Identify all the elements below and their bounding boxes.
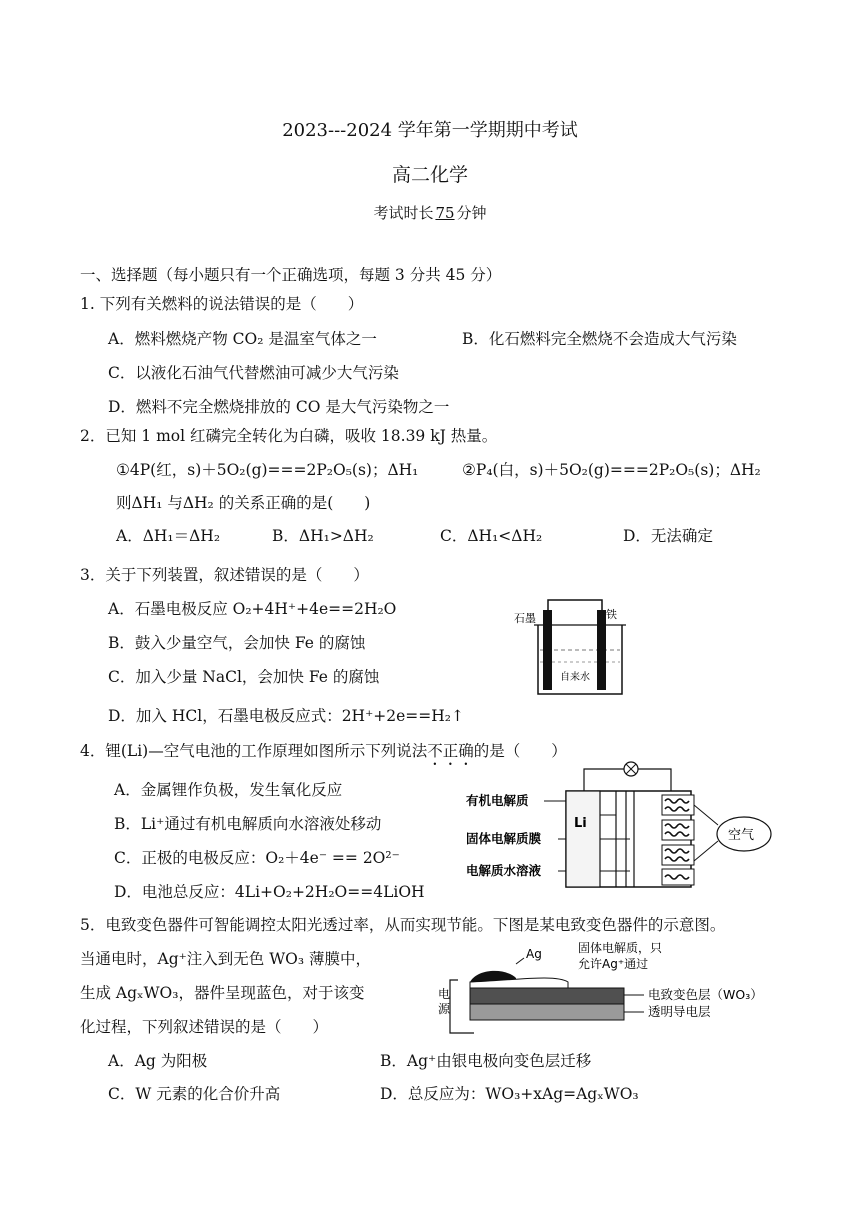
q2-option-c: C．ΔH₁<ΔH₂	[440, 527, 543, 545]
connecting-wire	[548, 600, 602, 610]
air-line-2	[694, 841, 718, 861]
lithium-label: Li	[574, 816, 587, 831]
q1-option-c: C．以液化石油气代替燃油可减少大气污染	[108, 364, 399, 382]
q3-apparatus-figure	[510, 580, 640, 700]
q5-device-figure	[436, 938, 796, 1038]
q5-stem: 5．电致变色器件可智能调控太阳光透过率，从而实现节能。下图是某电致变色器件的示意图。	[80, 916, 726, 934]
q4-battery-figure	[466, 765, 796, 893]
q1-option-a: A．燃料燃烧产物 CO₂ 是温室气体之一	[108, 330, 377, 348]
q5-option-c: C．W 元素的化合价升高	[108, 1085, 281, 1103]
q1-option-d: D．燃料不完全燃烧排放的 CO 是大气污染物之一	[108, 398, 450, 416]
electrochromic-layer	[470, 988, 624, 1004]
power-label-2: 源	[438, 1002, 451, 1016]
q5-option-b: B．Ag⁺由银电极向变色层迁移	[380, 1052, 592, 1070]
external-wire-right	[638, 769, 671, 791]
external-wire-left	[584, 769, 624, 791]
lithium-electrode	[566, 791, 600, 887]
cathode-block-1	[662, 795, 694, 815]
q5-option-a: A．Ag 为阳极	[108, 1052, 208, 1070]
q2-option-a: A．ΔH₁＝ΔH₂	[116, 527, 221, 545]
solid-membrane-label: 固体电解质膜	[466, 831, 542, 846]
q5-line-2: 当通电时，Ag⁺注入到无色 WO₃ 薄膜中，	[80, 950, 372, 968]
duration-suffix: 分钟	[456, 204, 487, 222]
exam-duration	[0, 202, 860, 223]
q2-option-b: B．ΔH₁>ΔH₂	[272, 527, 374, 545]
air-label: 空气	[728, 828, 755, 843]
q5-line-4: 化过程，下列叙述错误的是（ ）	[80, 1018, 329, 1036]
q3-stem: 3．关于下列装置，叙述错误的是（ ）	[80, 566, 369, 584]
air-line-1	[694, 805, 718, 825]
q2-relation: 则ΔH₁ 与ΔH₂ 的关系正确的是( )	[116, 494, 371, 512]
q4-stem-after: 的是（ ）	[473, 742, 567, 760]
q4-stem-emphasis: 不正确	[427, 742, 474, 760]
q5-line-3: 生成 AgₓWO₃，器件呈现蓝色，对于该变	[80, 984, 365, 1002]
graphite-electrode	[543, 610, 552, 690]
q3-option-a: A．石墨电极反应 O₂+4H⁺+4e==2H₂O	[108, 600, 397, 618]
q4-option-c: C．正极的电极反应：O₂＋4e⁻ == 2O²⁻	[114, 849, 400, 867]
graphite-label: 石墨	[514, 612, 536, 625]
conductive-layer-label: 透明导电层	[648, 1004, 711, 1019]
ag-label: Ag	[526, 947, 542, 961]
subject-title: 高二化学	[391, 164, 468, 186]
solid-electrolyte-label-1: 固体电解质，只	[578, 941, 663, 955]
q2-equation-1: ①4P(红，s)＋5O₂(g)===2P₂O₅(s)；ΔH₁	[116, 461, 419, 479]
q4-option-a: A．金属锂作负极，发生氧化反应	[114, 781, 343, 799]
q3-option-c: C．加入少量 NaCl，会加快 Fe 的腐蚀	[108, 668, 380, 686]
q1-stem: 1. 下列有关燃料的说法错误的是（ ）	[80, 295, 364, 313]
organic-electrolyte-label: 有机电解质	[466, 793, 529, 808]
q4-option-b: B．Li⁺通过有机电解质向水溶液处移动	[114, 815, 382, 833]
iron-electrode	[597, 610, 606, 690]
q4-stem-before: 4．锂(Li)—空气电池的工作原理如图所示下列说法	[80, 742, 428, 760]
iron-label: 铁	[606, 608, 617, 621]
q3-option-b: B．鼓入少量空气，会加快 Fe 的腐蚀	[108, 634, 366, 652]
q2-option-d: D．无法确定	[623, 527, 713, 545]
solid-electrolyte-label-2: 允许Ag⁺通过	[578, 957, 649, 971]
section-heading: 一、选择题（每小题只有一个正确选项，每题 3 分共 45 分）	[80, 266, 502, 284]
ag-leader	[516, 958, 524, 964]
aqueous-electrolyte-label: 电解质水溶液	[466, 863, 542, 878]
transparent-conductive-layer	[470, 1004, 624, 1020]
q5-option-d: D．总反应为：WO₃+xAg=AgₓWO₃	[380, 1085, 639, 1103]
cathode-block-2	[662, 820, 694, 840]
exam-title: 2023---2024 学年第一学期期中考试	[282, 120, 578, 141]
tap-water-label: 自来水	[560, 672, 590, 683]
cathode-block-3	[662, 845, 694, 865]
q1-option-b: B．化石燃料完全燃烧不会造成大气污染	[462, 330, 737, 348]
q2-stem: 2．已知 1 mol 红磷完全转化为白磷，吸收 18.39 kJ 热量。	[80, 427, 498, 445]
duration-prefix: 考试时长	[373, 204, 434, 222]
q4-option-d: D．电池总反应：4Li+O₂+2H₂O==4LiOH	[114, 883, 425, 901]
duration-value: 75	[435, 204, 455, 222]
air-cathode	[662, 795, 694, 885]
q2-equation-2: ②P₄(白，s)＋5O₂(g)===2P₂O₅(s)；ΔH₂	[462, 461, 761, 479]
electrochromic-layer-label: 电致变色层（WO₃）	[648, 987, 763, 1002]
q3-option-d: D．加入 HCl，石墨电极反应式：2H⁺+2e==H₂↑	[108, 707, 464, 725]
power-label-1: 电	[438, 987, 451, 1001]
